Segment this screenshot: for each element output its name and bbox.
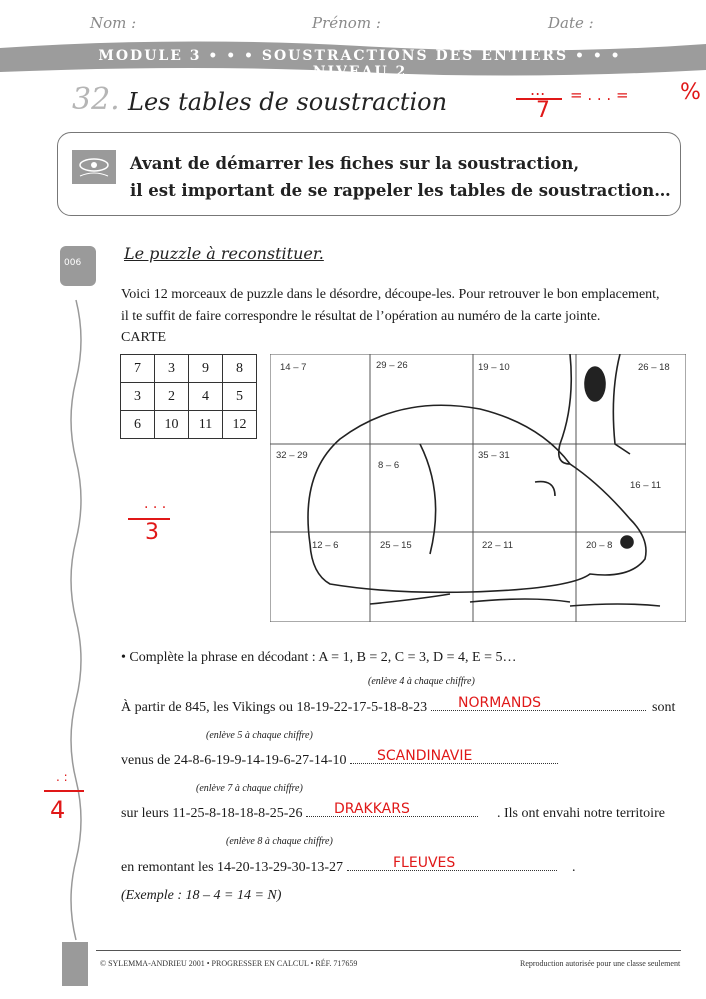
carte-cell: 4 <box>189 383 223 411</box>
puzzle-piece-label: 20 – 8 <box>586 540 613 551</box>
sentence-line-4-end: . <box>572 860 576 875</box>
sentence-line-4-text: en remontant les 14-20-13-29-30-13-27 <box>121 860 343 875</box>
answer-4[interactable]: FLEUVES <box>393 855 456 871</box>
sentence-line-2 <box>121 753 558 769</box>
puzzle-piece-label: 35 – 31 <box>478 450 510 461</box>
bottom-score-line <box>44 790 84 792</box>
instructions-line-1: Voici 12 morceaux de puzzle dans le désordre, découpe-les. Pour retrouver le bon emplacement, <box>121 287 660 302</box>
puzzle-piece-label: 26 – 18 <box>638 362 670 373</box>
bottom-score-dots: . : <box>56 770 68 784</box>
carte-cell: 3 <box>155 355 189 383</box>
intro-line-1: Avant de démarrer les fiches sur la soustraction, <box>130 154 580 173</box>
puzzle-piece-label: 32 – 29 <box>276 450 308 461</box>
puzzle-piece-label: 22 – 11 <box>482 540 513 551</box>
answer-1[interactable]: NORMANDS <box>458 695 542 711</box>
carte-cell: 10 <box>155 411 189 439</box>
footer-reproduction: Reproduction autorisée pour une classe seulement <box>520 959 681 968</box>
sentence-line-3-end: . Ils ont envahi notre territoire <box>497 806 665 821</box>
prenom-label: Prénom : <box>312 14 381 32</box>
intro-line-2: il est important de se rappeler les tables de soustraction… <box>130 181 671 200</box>
carte-cell: 3 <box>121 383 155 411</box>
sentence-line-3-text: sur leurs 11-25-8-18-18-8-25-26 <box>121 806 303 821</box>
sentence-line-1 <box>121 700 646 716</box>
section-subtitle: Le puzzle à reconstituer. <box>124 244 324 263</box>
answer-2[interactable]: SCANDINAVIE <box>377 748 473 764</box>
score-equals: = . . . = <box>570 86 629 104</box>
sentence-line-2-text: venus de 24-8-6-19-9-14-19-6-27-14-10 <box>121 753 347 768</box>
instructions-line-2: il te suffit de faire correspondre le résultat de l’opération au numéro de la carte jointe. <box>121 309 601 324</box>
carte-label: CARTE <box>121 330 167 345</box>
sentence-line-1-text: À partir de 845, les Vikings ou 18-19-22-17-5-18-8-23 <box>121 700 428 715</box>
puzzle-piece-label: 12 – 6 <box>312 540 339 551</box>
decorative-spine <box>56 240 96 980</box>
banner-text: MODULE 3 • • • SOUSTRACTIONS DES ENTIERS • • • NIVEAU 2 <box>98 48 622 80</box>
puzzle-piece-label: 14 – 7 <box>280 362 307 373</box>
page-tab <box>62 942 88 986</box>
side-score-denominator: 3 <box>145 520 159 545</box>
puzzle-piece-label: 29 – 26 <box>376 360 408 371</box>
carte-cell: 2 <box>155 383 189 411</box>
puzzle-piece-label: 19 – 10 <box>478 362 510 373</box>
side-score-dots: . . . <box>144 496 167 512</box>
footer-rule <box>96 950 681 951</box>
carte-cell: 8 <box>223 355 257 383</box>
eye-icon <box>72 150 116 184</box>
hint-2: (enlève 5 à chaque chiffre) <box>206 730 313 741</box>
puzzle-illustration <box>270 354 686 622</box>
score-denominator: 7 <box>536 98 550 123</box>
sentence-line-3 <box>121 806 478 822</box>
carte-cell: 7 <box>121 355 155 383</box>
carte-cell: 9 <box>189 355 223 383</box>
footer-copyright: © SYLEMMA-ANDRIEU 2001 • PROGRESSER EN CALCUL • RÉF. 717659 <box>100 959 358 968</box>
page-title: Les tables de soustraction <box>128 88 448 116</box>
answer-3[interactable]: DRAKKARS <box>334 801 410 817</box>
carte-table <box>120 354 257 439</box>
carte-cell: 6 <box>121 411 155 439</box>
puzzle-piece-label: 16 – 11 <box>630 480 661 491</box>
instructions <box>121 284 686 328</box>
score-percent: % <box>680 80 701 105</box>
hint-1: (enlève 4 à chaque chiffre) <box>368 676 475 687</box>
intro-text <box>130 150 671 204</box>
nom-label: Nom : <box>90 14 137 32</box>
decode-example: (Exemple : 18 – 4 = 14 = N) <box>121 888 282 903</box>
puzzle-piece-label: 8 – 6 <box>378 460 400 471</box>
carte-cell: 5 <box>223 383 257 411</box>
bottom-score-denominator: 4 <box>50 796 66 824</box>
sentence-line-4 <box>121 860 557 876</box>
puzzle-piece-label: 25 – 15 <box>380 540 412 551</box>
date-label: Date : <box>548 14 594 32</box>
carte-cell: 11 <box>189 411 223 439</box>
exercise-number: 32. <box>72 82 120 117</box>
section-badge-number: 006 <box>64 258 82 268</box>
hint-3: (enlève 7 à chaque chiffre) <box>196 783 303 794</box>
score-dots: ... <box>530 80 546 99</box>
carte-cell: 12 <box>223 411 257 439</box>
hint-4: (enlève 8 à chaque chiffre) <box>226 836 333 847</box>
decode-instruction: • Complète la phrase en décodant : A = 1, B = 2, C = 3, D = 4, E = 5… <box>121 650 517 665</box>
sentence-line-1-end: sont <box>652 700 676 715</box>
